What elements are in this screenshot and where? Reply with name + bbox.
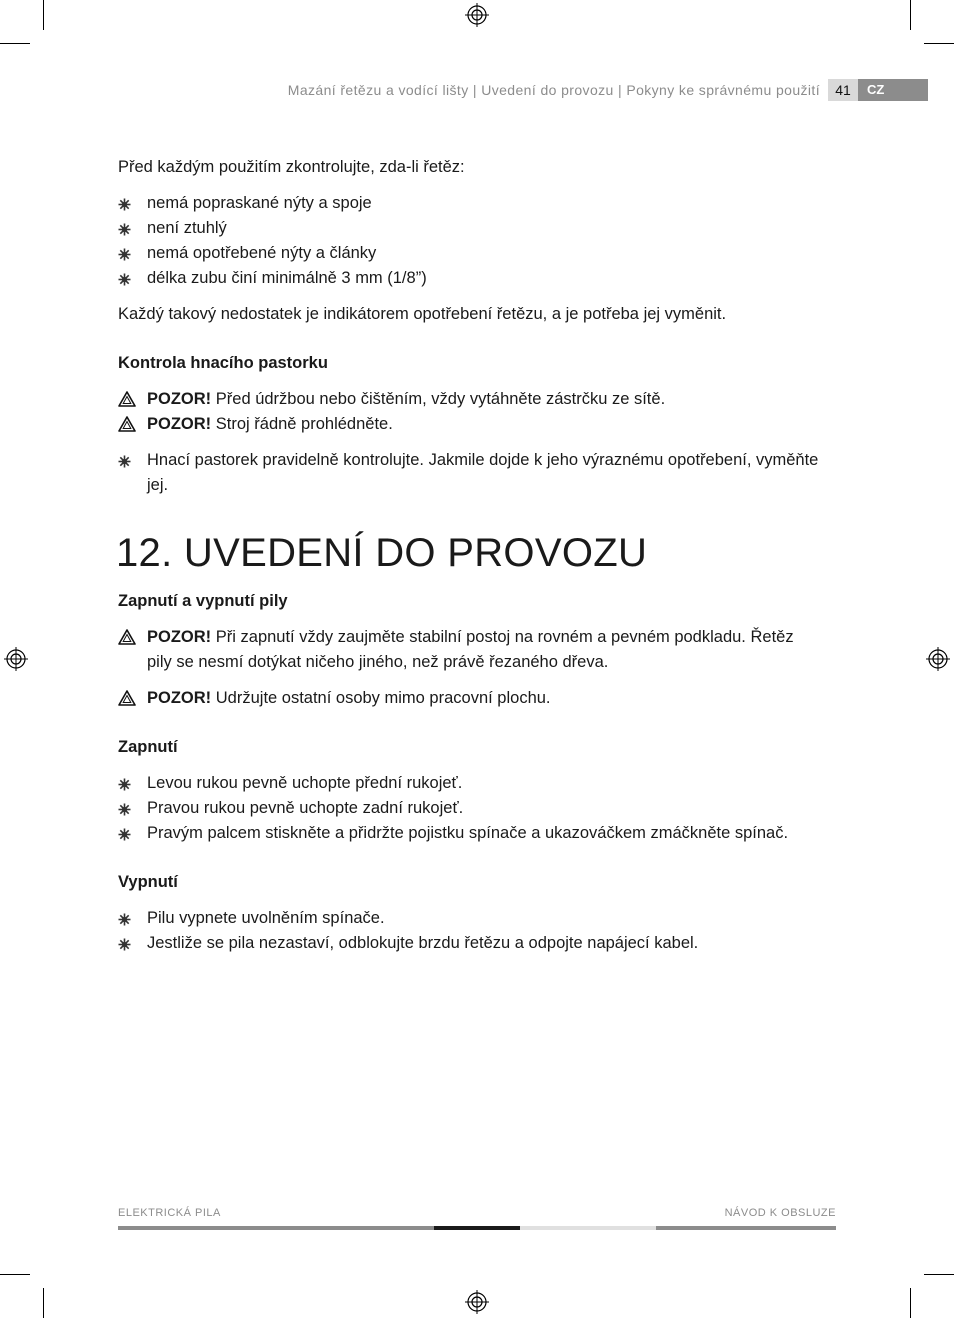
onoff-heading: Zapnutí a vypnutí pily: [118, 592, 288, 610]
list-item: Hnací pastorek pravidelně kontrolujte. Jakmile dojde k jeho výraznému opotřebení, vyměňte jej.: [118, 448, 838, 498]
crop-mark: [910, 0, 911, 30]
bullet-flake-icon: [118, 223, 131, 236]
warning-label: POZOR!: [147, 689, 212, 707]
crop-mark: [43, 1288, 44, 1318]
bullet-flake-icon: [118, 913, 131, 926]
language-badge: CZ: [858, 79, 928, 101]
list-item: Levou rukou pevně uchopte přední rukojeť.: [118, 771, 838, 796]
warning-label: POZOR!: [147, 415, 212, 433]
warning-note: POZOR! Udržujte ostatní osoby mimo pracovní plochu.: [118, 686, 838, 711]
sprocket-list: [118, 448, 838, 498]
off-steps-list: [118, 906, 838, 956]
crop-mark: [0, 43, 30, 44]
warning-triangle-icon: [118, 416, 136, 432]
warning-note: POZOR! Při zapnutí vždy zaujměte stabilní postoj na rovném a pevném podkladu. Řetěz pily se nesmí dotýkat ničeho jiného, než právě řezaného dřeva.: [118, 625, 838, 675]
chain-intro: Před každým použitím zkontrolujte, zda-li řetěz:: [118, 158, 465, 176]
bullet-flake-icon: [118, 198, 131, 211]
sprocket-warnings: [118, 387, 838, 437]
chapter-title: 12. UVEDENÍ DO PROVOZU: [116, 531, 648, 575]
bullet-flake-icon: [118, 455, 131, 468]
bullet-flake-icon: [118, 248, 131, 261]
warning-label: POZOR!: [147, 628, 212, 646]
registration-mark-icon: [465, 1290, 489, 1314]
sprocket-heading: Kontrola hnacího pastorku: [118, 354, 328, 372]
registration-mark-icon: [4, 647, 28, 671]
bullet-flake-icon: [118, 778, 131, 791]
footer-bar-segment: [520, 1226, 656, 1230]
list-item: Pravým palcem stiskněte a přidržte pojistku spínače a ukazováčkem zmáčkněte spínač.: [118, 821, 838, 846]
warning-note: POZOR! Před údržbou nebo čištěním, vždy vytáhněte zástrčku ze sítě.: [118, 387, 838, 412]
list-item: Pravou rukou pevně uchopte zadní rukojeť.: [118, 796, 838, 821]
footer-product: ELEKTRICKÁ PILA: [118, 1207, 221, 1219]
warning-triangle-icon: [118, 629, 136, 645]
registration-mark-icon: [926, 647, 950, 671]
registration-mark-icon: [465, 3, 489, 27]
crop-mark: [924, 43, 954, 44]
crop-mark: [924, 1274, 954, 1275]
bullet-flake-icon: [118, 273, 131, 286]
page-content: [118, 155, 838, 967]
footer-bar-segment: [118, 1226, 434, 1230]
bullet-flake-icon: [118, 828, 131, 841]
list-item: Pilu vypnete uvolněním spínače.: [118, 906, 838, 931]
on-steps-list: [118, 771, 838, 846]
footer-bar-segment: [434, 1226, 520, 1230]
footer-bar-segment: [656, 1226, 836, 1230]
warning-triangle-icon: [118, 391, 136, 407]
list-item: není ztuhlý: [118, 216, 838, 241]
bullet-flake-icon: [118, 938, 131, 951]
page-header: [0, 79, 954, 101]
crop-mark: [0, 1274, 30, 1275]
warning-note: POZOR! Stroj řádně prohlédněte.: [118, 412, 838, 437]
list-item: délka zubu činí minimálně 3 mm (1/8”): [118, 266, 838, 291]
crop-mark: [910, 1288, 911, 1318]
warning-label: POZOR!: [147, 390, 212, 408]
chain-check-list: [118, 191, 838, 291]
page-number: 41: [828, 79, 858, 101]
list-item: nemá popraskané nýty a spoje: [118, 191, 838, 216]
list-item: Jestliže se pila nezastaví, odblokujte brzdu řetězu a odpojte napájecí kabel.: [118, 931, 838, 956]
warning-triangle-icon: [118, 690, 136, 706]
on-heading: Zapnutí: [118, 738, 178, 756]
chain-outro: Každý takový nedostatek je indikátorem opotřebení řetězu, a je potřeba jej vyměnit.: [118, 305, 727, 323]
off-heading: Vypnutí: [118, 873, 178, 891]
bullet-flake-icon: [118, 803, 131, 816]
list-item: nemá opotřebené nýty a články: [118, 241, 838, 266]
footer-manual: NÁVOD K OBSLUZE: [724, 1207, 836, 1219]
running-title: Mazání řetězu a vodící lišty | Uvedení do provozu | Pokyny ke správnému použití: [287, 82, 820, 98]
crop-mark: [43, 0, 44, 30]
